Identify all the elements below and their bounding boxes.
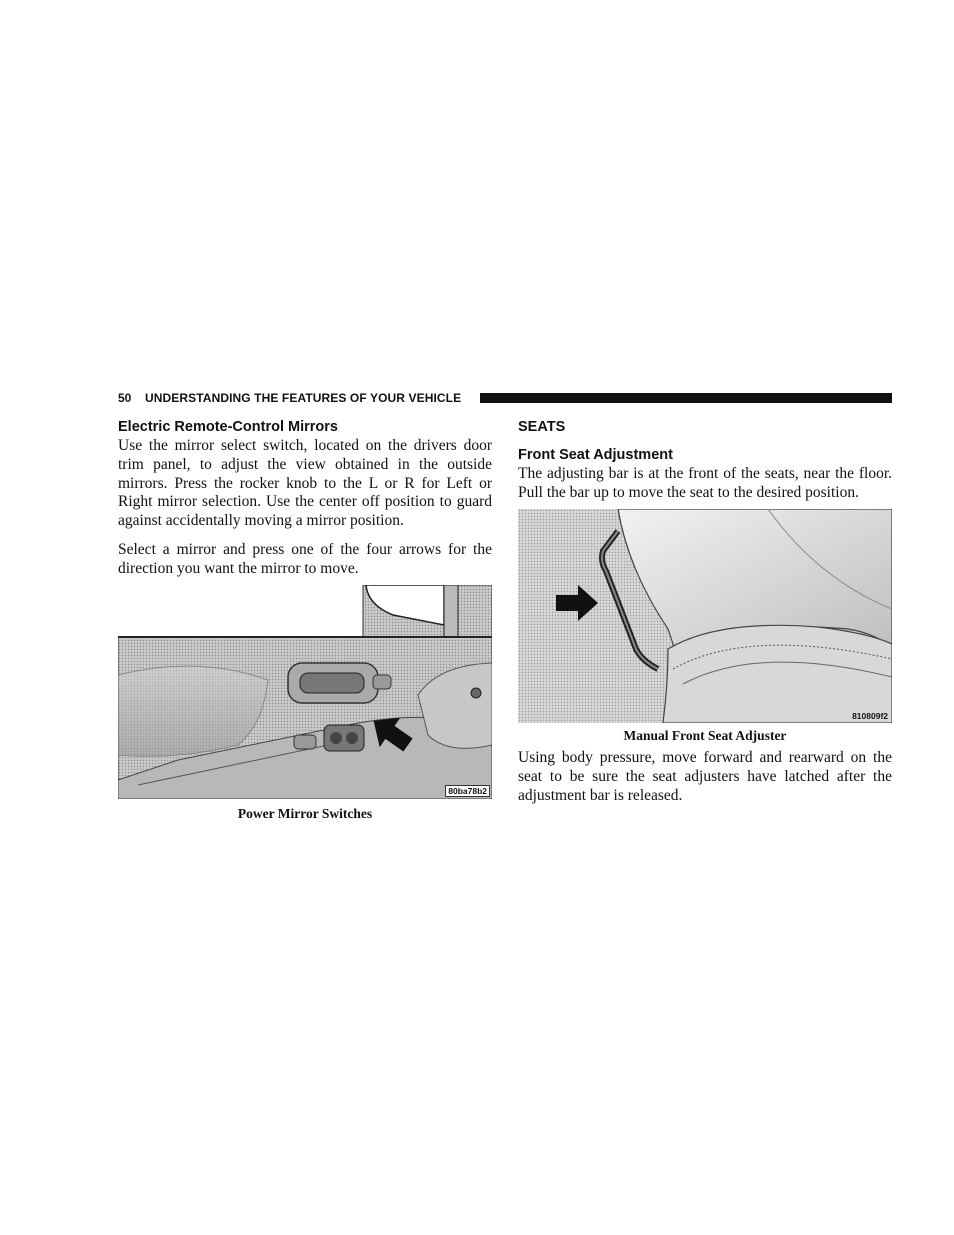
mirrors-paragraph-2: Select a mirror and press one of the four arrows for the direction you want the mirror to move.: [118, 540, 492, 577]
header-rule: [480, 393, 892, 403]
right-column: [518, 417, 892, 806]
seat-adjuster-illustration: [518, 509, 892, 723]
seats-section-heading: SEATS: [518, 419, 566, 435]
left-column: [118, 417, 492, 823]
running-title: UNDERSTANDING THE FEATURES OF YOUR VEHICLE: [145, 391, 462, 405]
mirrors-heading: Electric Remote-Control Mirrors: [118, 419, 338, 435]
page-number: 50: [118, 391, 132, 405]
front-seat-paragraph-1: The adjusting bar is at the front of the seats, near the floor. Pull the bar up to move the seat to the desired position.: [518, 465, 892, 501]
front-seat-paragraph-2: Using body pressure, move forward and rearward on the seat to be sure the seat adjusters have latched after the adjustment bar is released.: [518, 749, 892, 804]
seat-figure-caption: Manual Front Seat Adjuster: [623, 727, 787, 743]
mirror-figure-code: 80ba78b2: [445, 785, 490, 797]
running-header: [118, 390, 892, 406]
mirror-figure-caption: Power Mirror Switches: [237, 805, 373, 821]
power-mirror-figure: [118, 585, 492, 799]
power-mirror-illustration: [118, 585, 492, 799]
mirrors-paragraph-1: Use the mirror select switch, located on the drivers door trim panel, to adjust the view obtained in the outside mirrors. Press the rocker knob to the L or R for Left or Right mirror selection. Use the center off position to guard against accidentally moving a mirror position.: [118, 437, 492, 530]
seat-figure-code: 810809f2: [852, 710, 888, 721]
front-seat-heading: Front Seat Adjustment: [518, 447, 673, 463]
seat-adjuster-figure: [518, 509, 892, 723]
